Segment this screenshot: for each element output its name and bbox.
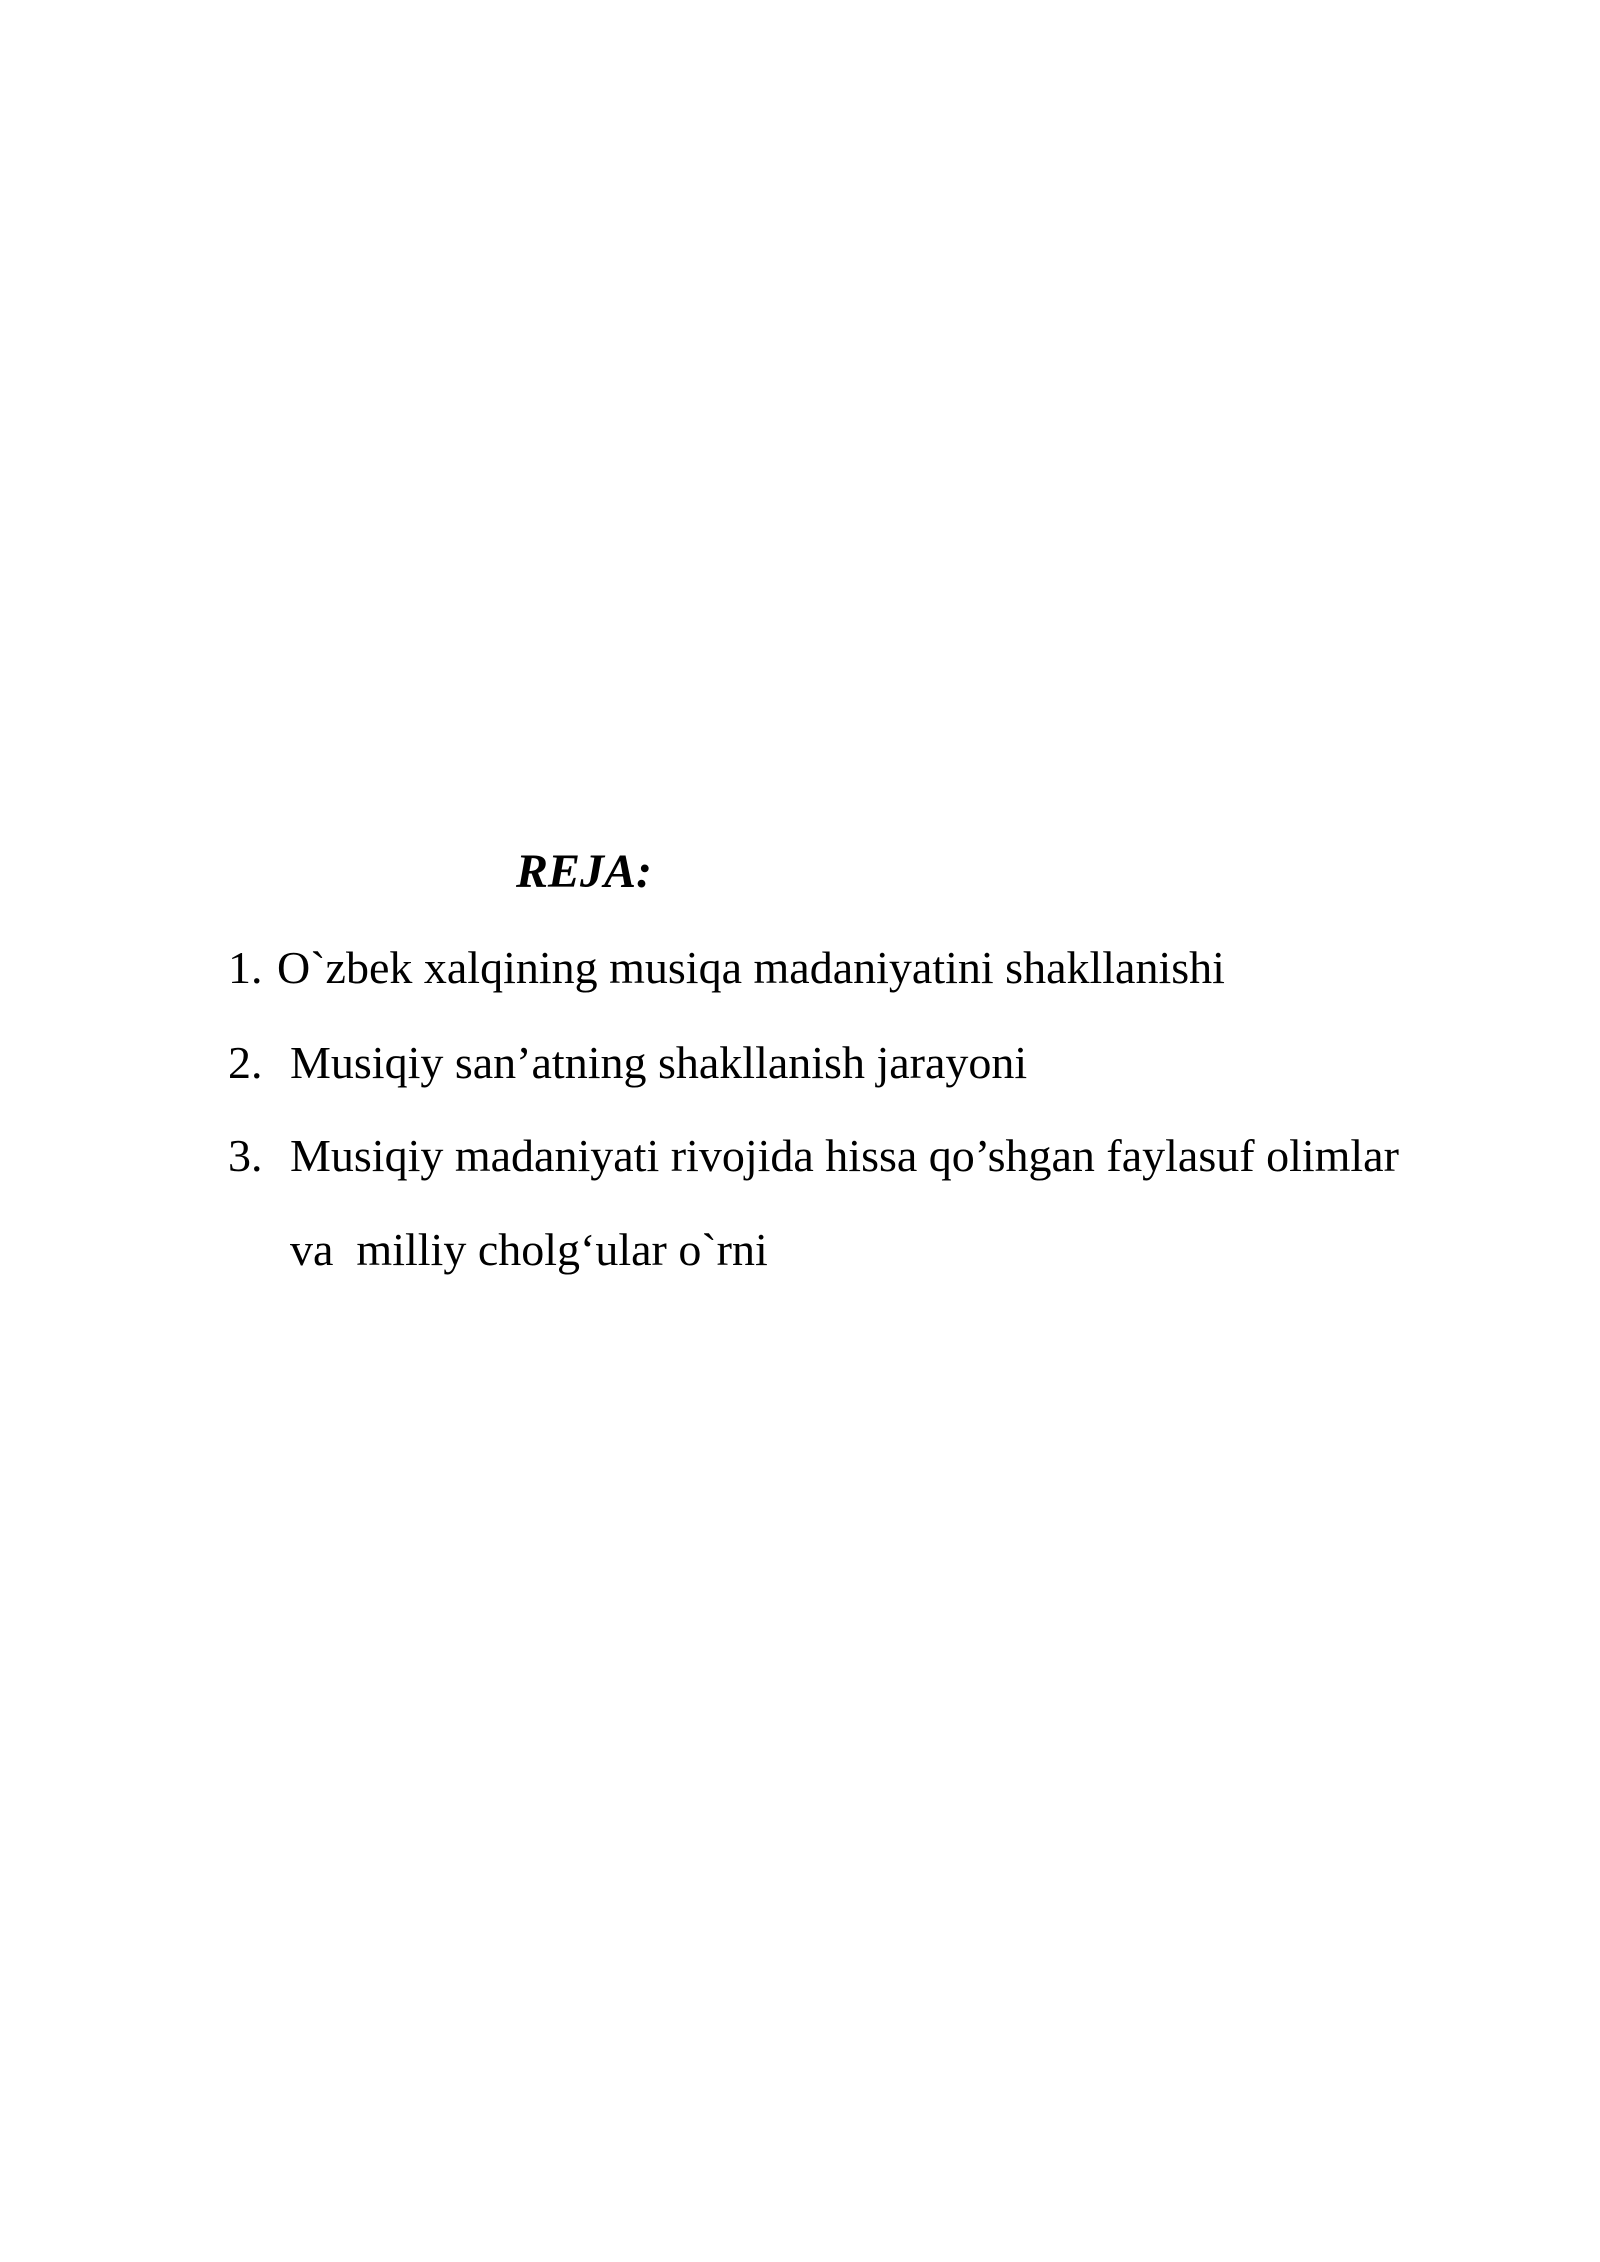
list-item-number: 3. <box>228 1130 263 1181</box>
page-title: REJA: <box>516 845 653 898</box>
list-item-number: 1. <box>228 942 263 993</box>
list-item-text: Musiqiy madaniyati rivojida hissa qo’shgan faylasuf olimlar <box>290 1130 1399 1181</box>
list-item <box>228 942 1225 993</box>
list-item-number: 2. <box>228 1037 263 1088</box>
list-item <box>228 1130 1399 1181</box>
list-item <box>228 1037 1028 1088</box>
list-item-text: O`zbek xalqining musiqa madaniyatini shakllanishi <box>277 942 1225 993</box>
list-item-text: Musiqiy san’atning shakllanish jarayoni <box>290 1037 1028 1088</box>
list-item-continuation: va milliy cholg‘ular o`rni <box>290 1224 768 1275</box>
